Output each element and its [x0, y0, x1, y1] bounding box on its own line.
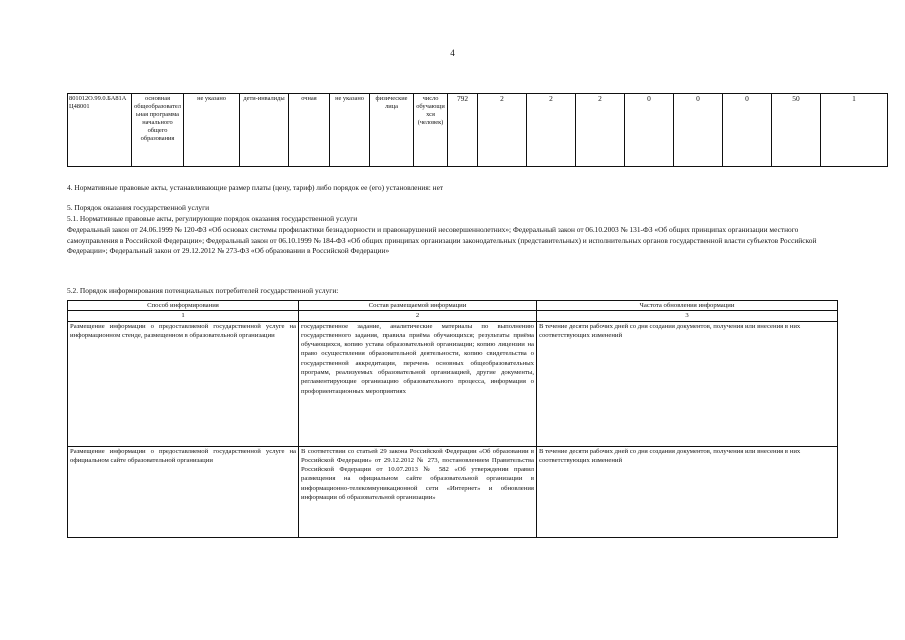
table-row — [68, 94, 888, 167]
cell: не указано — [330, 94, 370, 167]
value-cell: 50 — [772, 94, 821, 167]
value-cell: 2 — [478, 94, 527, 167]
value-cell: 2 — [576, 94, 625, 167]
frequency-cell: В течение десяти рабочих дней со дня создания документов, получения или внесения в них соответствующих изменений — [537, 321, 838, 446]
consumers-cell: физические лица — [370, 94, 414, 167]
service-indicators-table — [67, 93, 888, 167]
column-header: Способ информирования — [68, 301, 299, 311]
method-cell: Размещение информации о предоставляемой государственной услуге на информационном стенде, размещенном в образовательной организации — [68, 321, 299, 446]
value-cell: 0 — [674, 94, 723, 167]
form-cell: очная — [289, 94, 330, 167]
method-cell: Размещение информации о предоставляемой государственной услуге на официальном сайте образовательной организации — [68, 446, 299, 537]
table-index-row — [68, 311, 838, 321]
table-row — [68, 446, 838, 537]
indicator-cell: число обучающихся (человек) — [414, 94, 448, 167]
column-header: Состав размещаемой информации — [299, 301, 537, 311]
section-4-text: 4. Нормативные правовые акты, устанавливающие размер платы (цену, тариф) либо порядок ее (его) установления: нет — [67, 183, 444, 192]
table-header-row — [68, 301, 838, 311]
registry-number-cell: 801012О.99.0.БА81АЦ48001 — [68, 94, 132, 167]
program-cell: основная общеобразовательная программа начального общего образования — [132, 94, 184, 167]
frequency-cell: В течение десяти рабочих дней со дня создания документов, получения или внесения в них соответствующих изменений — [537, 446, 838, 537]
column-index: 2 — [299, 311, 537, 321]
content-cell: В соответствии со статьей 29 закона Российской Федерации «Об образовании в Российской Федерации» от 29.12.2012 № 273, постановлением Правительства Российской Федерации от 10.07.2013 № 582 «Об утверждении правил размещения на официальном сайте образовательной организации в информационно-телекоммуникационной сети «Интернет» и обновления информации об образовательной организации» — [299, 446, 537, 537]
okei-code-cell: 792 — [448, 94, 478, 167]
value-cell: 0 — [723, 94, 772, 167]
section-5-1-title: 5.1. Нормативные правовые акты, регулирующие порядок оказания государственной услуги — [67, 214, 358, 223]
column-index: 1 — [68, 311, 299, 321]
informing-procedure-table — [67, 300, 838, 538]
column-index: 3 — [537, 311, 838, 321]
section-5-2-title: 5.2. Порядок информирования потенциальных потребителей государственной услуги: — [67, 286, 339, 295]
section-5-1-text: Федеральный закон от 24.06.1999 № 120-ФЗ «Об основах системы профилактики безнадзорности и правонарушений несовершеннолетних»; Федеральный закон от 06.10.2003 № 131-ФЗ «Об общих принципах организации местного самоуправления в Российской Федерации»; Федеральный закон от 06.10.1999 № 184-ФЗ «Об общих принципах организации законодательных (представительных) и исполнительных органов государственной власти субъектов Российской Федерации»; Федеральный закон от 29.12.2012 № 273-ФЗ «Об образовании в Российской Федерации» — [67, 225, 817, 255]
page-number: 4 — [450, 48, 455, 58]
value-cell: 2 — [527, 94, 576, 167]
value-cell: 1 — [821, 94, 888, 167]
category-cell: дети-инвалиды — [240, 94, 289, 167]
table-row — [68, 321, 838, 446]
section-5-title: 5. Порядок оказания государственной услуги — [67, 203, 210, 212]
column-header: Частота обновления информации — [537, 301, 838, 311]
value-cell: 0 — [625, 94, 674, 167]
cell: не указано — [184, 94, 240, 167]
content-cell: государственное задание, аналитические материалы по выполнению государственного задания, правила приёма обучающихся; результаты приёма обучающихся, копию устава образовательной организации; копию лицензии на право осуществления образовательной деятельности, копию свидетельства о государственной аккредитации, перечень основных общеобразовательных программ, реализуемых образовательной организацией, другие документы, регламентирующие организацию образовательного процесса, информация о профориентационных мероприятиях — [299, 321, 537, 446]
